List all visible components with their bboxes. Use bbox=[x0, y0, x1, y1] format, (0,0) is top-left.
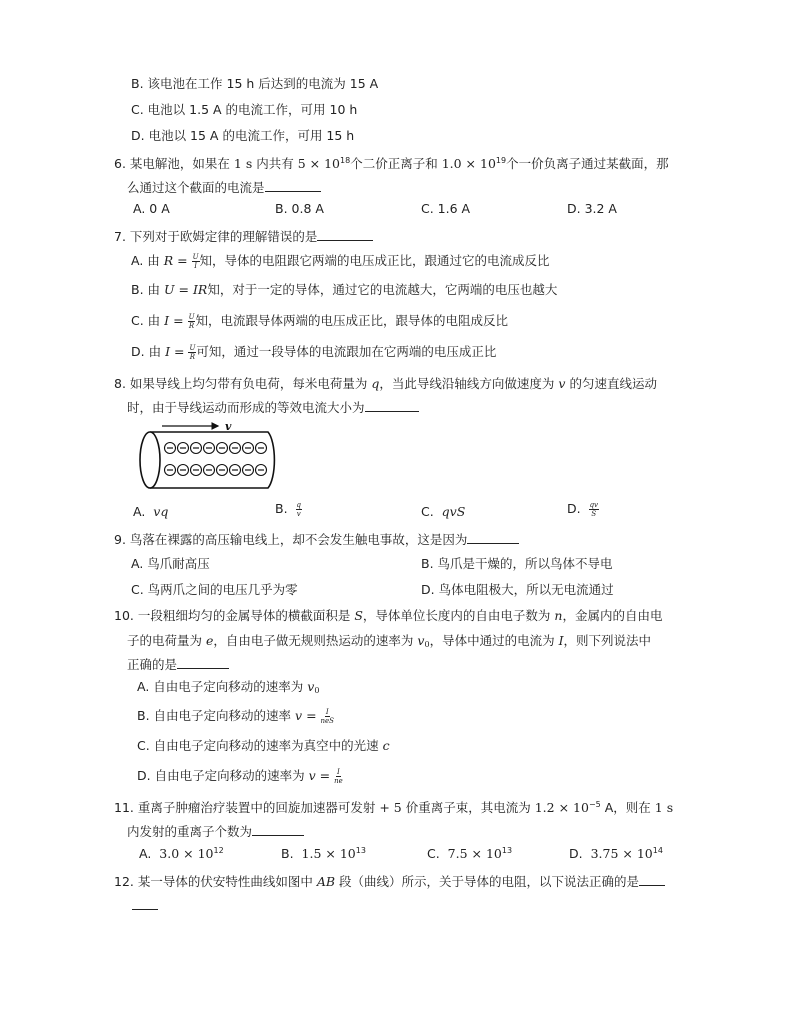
q6-stem-line2: 么通过这个截面的电流是 bbox=[127, 179, 321, 197]
q8-option-c: C. qvS bbox=[421, 504, 466, 519]
q6-option-d: D. 3.2 A bbox=[567, 201, 617, 216]
q7-option-c: C. 由 I = $\frac{U}{R}$ 知，电流跟导体两端的电压成正比，跟导体的电阻成反比 bbox=[131, 313, 508, 330]
q8-option-b: B. $\frac{q}{v}$ bbox=[275, 501, 301, 518]
answer-blank bbox=[252, 823, 304, 836]
cylinder-body bbox=[150, 432, 274, 488]
fraction: $\frac{U}{R}$ bbox=[189, 344, 196, 361]
q8-stem-line2: 时，由于导线运动而形成的等效电流大小为 bbox=[127, 399, 419, 417]
q8-option-a: A. vq bbox=[133, 504, 169, 519]
charged-wire-figure bbox=[128, 420, 280, 492]
fraction: $\frac{U}{I}$ bbox=[192, 253, 199, 270]
q8-stem-line1: 8. 如果导线上均匀带有负电荷，每米电荷量为 q，当此导线沿轴线方向做速度为 v 的匀速直线运动 bbox=[114, 376, 657, 391]
q11-stem-line2: 内发射的重离子个数为 bbox=[127, 823, 304, 841]
q10-option-b: B. 自由电子定向移动的速率 v = $\frac{I}{\text{neS}}$ bbox=[137, 708, 334, 725]
q10-stem-line3: 正确的是 bbox=[127, 656, 229, 674]
q9-stem: 9. 鸟落在裸露的高压输电线上，却不会发生触电事故，这是因为 bbox=[114, 531, 519, 549]
q5-option-c: C. 电池以 1.5 A 的电流工作，可用 10 h bbox=[131, 102, 358, 117]
q9-option-b: B. 鸟爪是干燥的，所以鸟体不导电 bbox=[421, 556, 613, 571]
fraction: $\frac{I}{\text{neS}}$ bbox=[320, 708, 334, 725]
q11-option-c: C. $7.5 \times 10^{13}$ bbox=[427, 846, 513, 861]
q8-option-d: D. $\frac{qv}{S}$ bbox=[567, 501, 598, 518]
answer-blank bbox=[467, 531, 519, 544]
fraction: $\frac{I}{ne}$ bbox=[334, 768, 343, 785]
q6-option-b: B. 0.8 A bbox=[275, 201, 324, 216]
q12-stem-line1: 12. 某一导体的伏安特性曲线如图中 AB 段（曲线）所示，关于导体的电阻，以下说法正确的是 bbox=[114, 873, 665, 891]
answer-blank bbox=[132, 897, 158, 910]
velocity-label: v bbox=[225, 420, 232, 433]
q7-option-a: A. 由 R = $\frac{U}{I}$ 知，导体的电阻跟它两端的电压成正比，跟通过它的电流成反比 bbox=[131, 253, 550, 270]
q11-option-b: B. $1.5 \times 10^{13}$ bbox=[281, 846, 366, 861]
q7-stem: 7. 下列对于欧姆定律的理解错误的是 bbox=[114, 228, 373, 246]
q6-option-a: A. 0 A bbox=[133, 201, 170, 216]
q11-option-d: D. $3.75 \times 10^{14}$ bbox=[569, 846, 663, 861]
q9-option-c: C. 鸟两爪之间的电压几乎为零 bbox=[131, 582, 298, 597]
q5-option-d: D. 电池以 15 A 的电流工作，可用 15 h bbox=[131, 128, 355, 143]
answer-blank bbox=[177, 656, 229, 669]
q10-option-a: A. 自由电子定向移动的速率为 $v_0$ bbox=[137, 679, 320, 695]
q11-stem-line1: 11. 重离子肿瘤治疗装置中的回旋加速器可发射 + 5 价重离子束，其电流为 $1.2 \times 10^{-5}$ A，则在 1 s bbox=[114, 800, 674, 815]
q10-option-c: C. 自由电子定向移动的速率为真空中的光速 c bbox=[137, 738, 390, 753]
fraction: $\frac{q}{v}$ bbox=[296, 501, 301, 518]
answer-blank bbox=[317, 228, 373, 241]
q7-option-b: B. 由 U = IR知，对于一定的导体，通过它的电流越大，它两端的电压也越大 bbox=[131, 282, 558, 297]
q6-stem-line1: 6. 某电解池，如果在 1 s 内共有 $5 \times 10^{18}$个二价正离子和 $1.0 \times 10^{19}$个一价负离子通过某截面，那 bbox=[114, 156, 669, 171]
q9-option-a: A. 鸟爪耐高压 bbox=[131, 556, 210, 571]
q12-stem-line2 bbox=[132, 897, 158, 915]
q11-option-a: A. $3.0 \times 10^{12}$ bbox=[139, 846, 224, 861]
cylinder-end bbox=[140, 432, 160, 488]
fraction: $\frac{U}{R}$ bbox=[188, 313, 195, 330]
q5-option-b: B. 该电池在工作 15 h 后达到的电流为 15 A bbox=[131, 76, 379, 91]
q10-stem-line2: 子的电荷量为 e，自由电子做无规则热运动的速率为 $v_0$，导体中通过的电流为 I，则下列说法中 bbox=[127, 633, 652, 649]
answer-blank bbox=[265, 179, 321, 192]
negative-charges-row-top bbox=[165, 443, 267, 454]
negative-charges-row-bottom bbox=[165, 465, 267, 476]
q10-stem-line1: 10. 一段粗细均匀的金属导体的横截面积是 S，导体单位长度内的自由电子数为 n，金属内的自由电 bbox=[114, 608, 663, 623]
q10-option-d: D. 自由电子定向移动的速率为 v = $\frac{I}{ne}$ bbox=[137, 768, 343, 785]
answer-blank bbox=[639, 873, 665, 886]
q6-option-c: C. 1.6 A bbox=[421, 201, 471, 216]
q9-option-d: D. 鸟体电阻极大，所以无电流通过 bbox=[421, 582, 614, 597]
q7-option-d: D. 由 I = $\frac{U}{R}$ 可知，通过一段导体的电流跟加在它两端的电压成正比 bbox=[131, 344, 497, 361]
answer-blank bbox=[365, 399, 419, 412]
fraction: $\frac{qv}{S}$ bbox=[589, 501, 598, 518]
